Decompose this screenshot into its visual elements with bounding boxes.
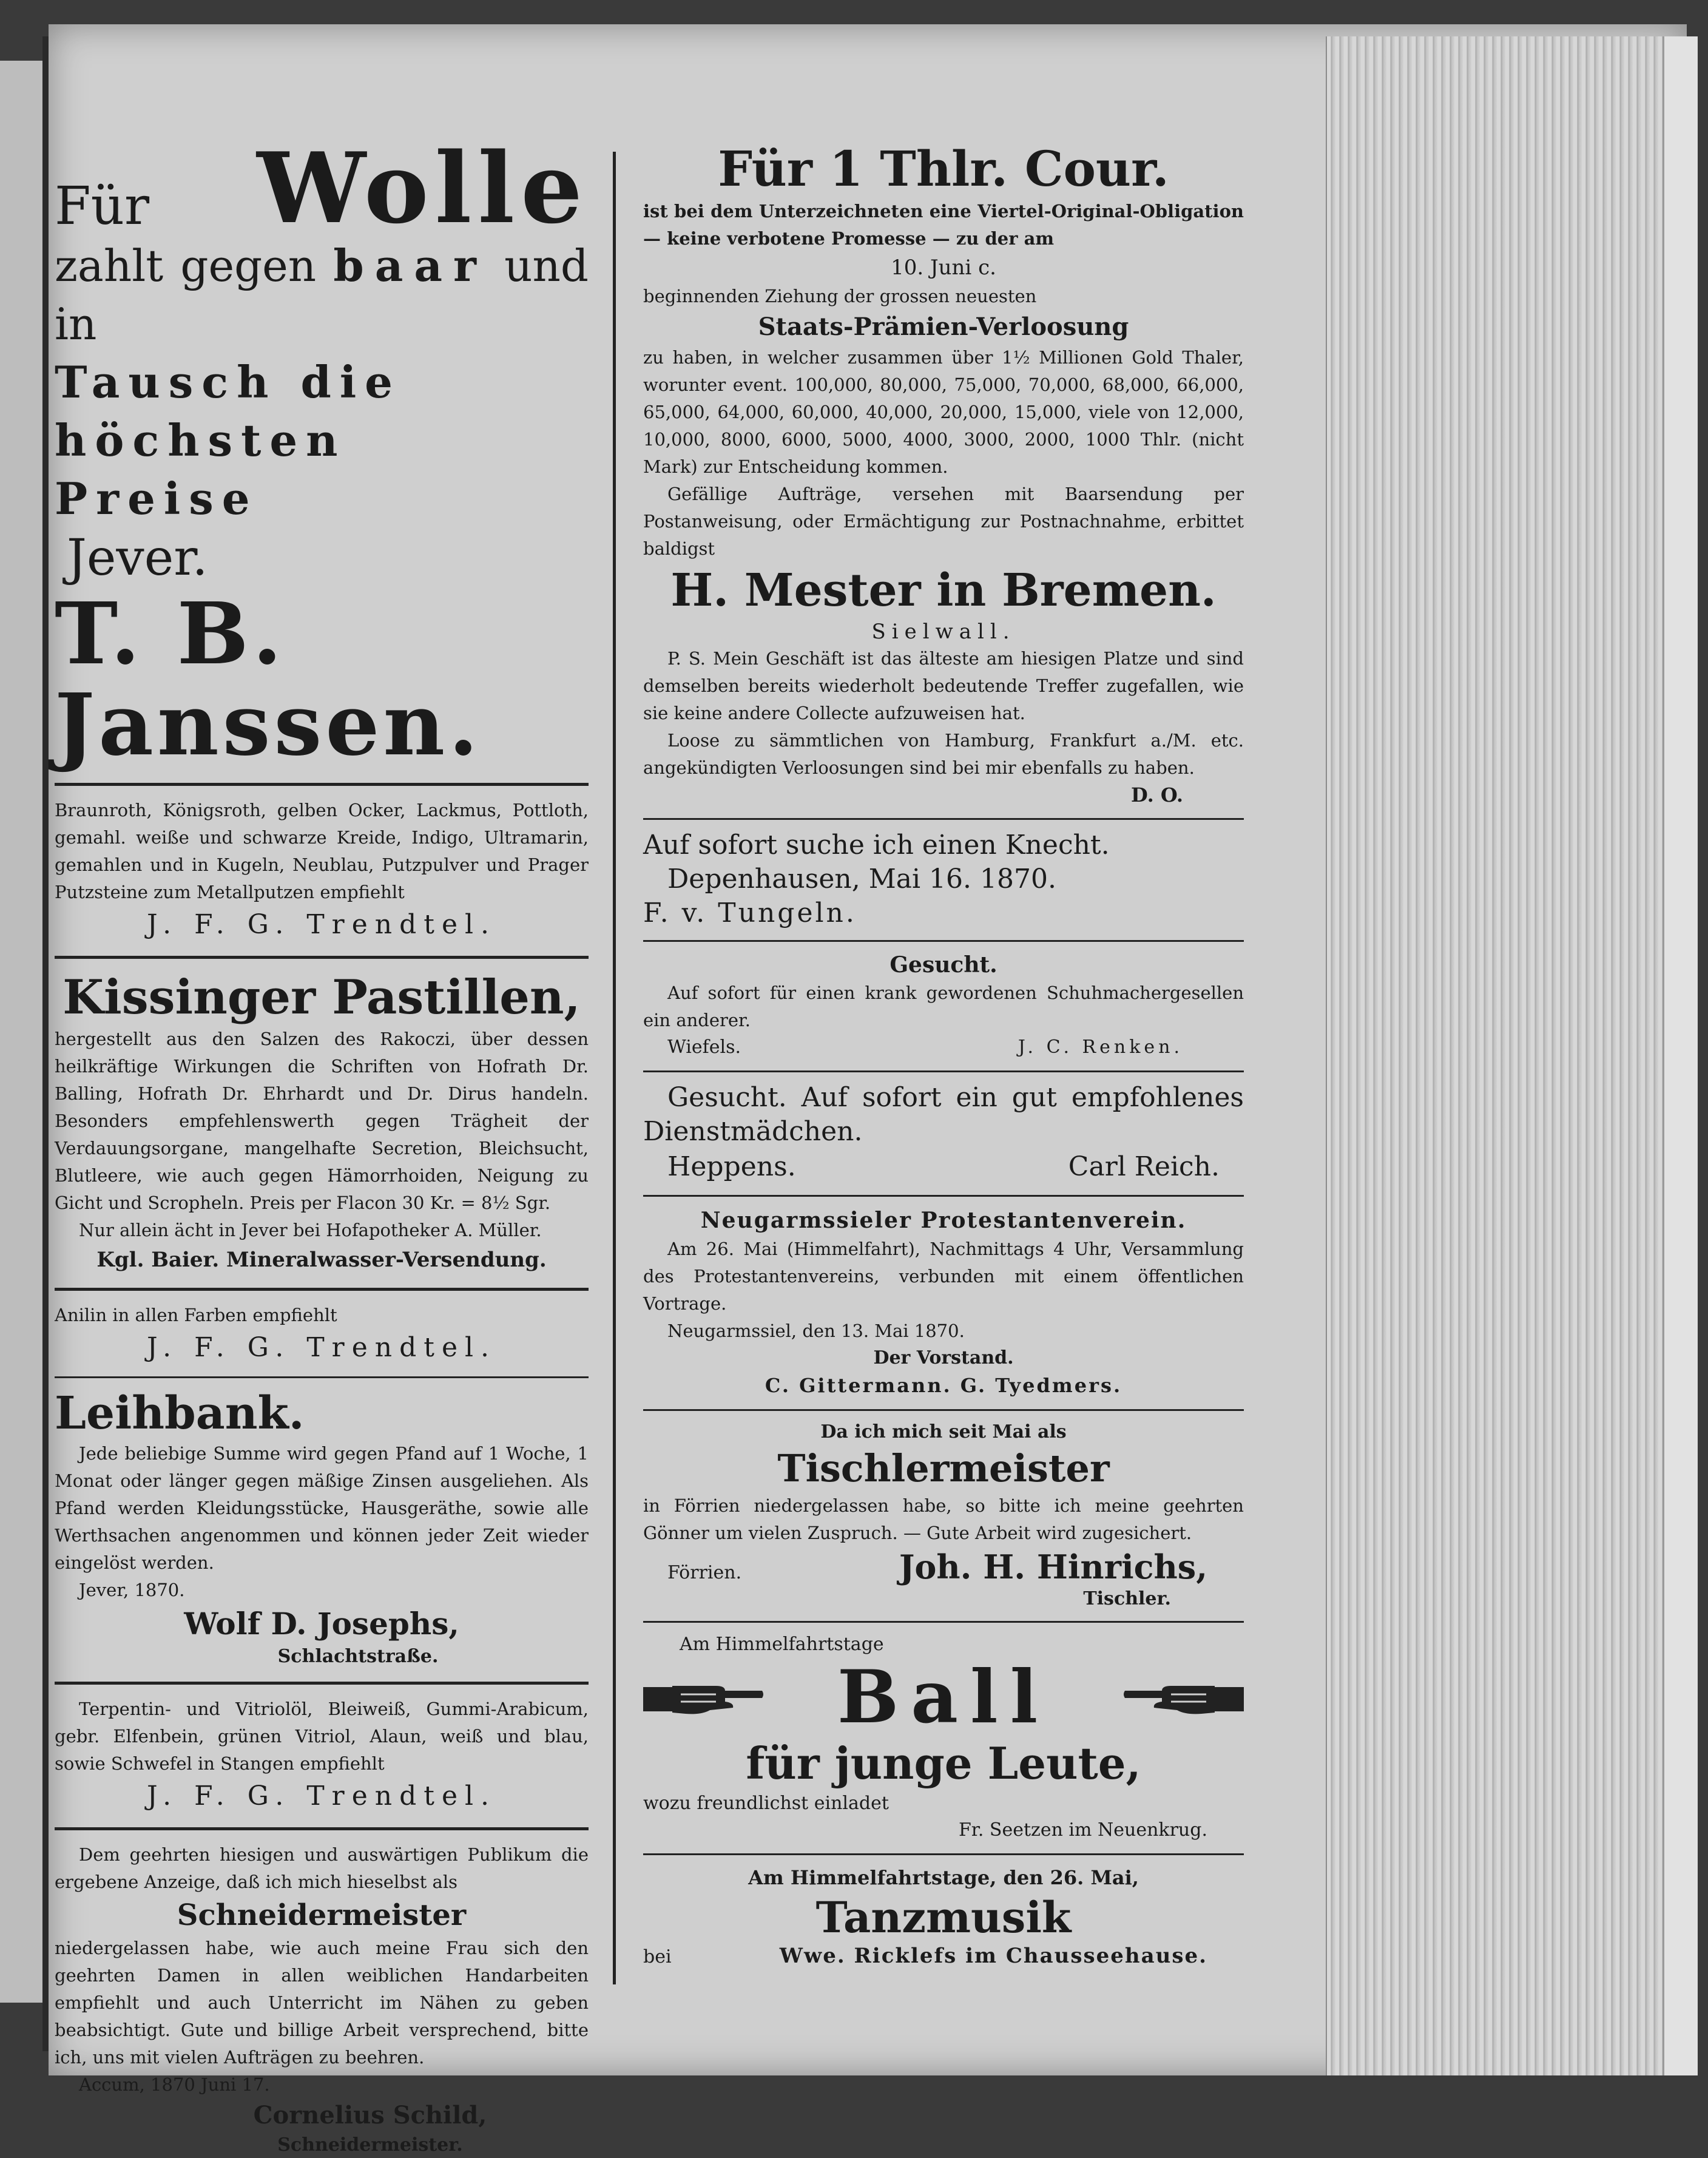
- verein-signature: C. Gittermann. G. Tyedmers.: [765, 1374, 1122, 1397]
- tanz-title: Tanzmusik: [815, 1892, 1072, 1943]
- reich-text: Gesucht. Auf sofort ein gut empfohlenes Dienstmädchen.: [643, 1082, 1244, 1147]
- mester-signature: D. O.: [1130, 783, 1183, 807]
- wolle-line4: Preise: [55, 473, 258, 524]
- schild-place: Accum, 1870 Juni 17.: [79, 2074, 270, 2095]
- hinrichs-name: Joh. H. Hinrichs,: [899, 1547, 1207, 1586]
- ball-title: Ball: [837, 1654, 1050, 1740]
- wolle-title: Wolle: [257, 131, 589, 245]
- ad-mester: [643, 140, 1244, 808]
- ad-trendtel-colors: [55, 797, 589, 944]
- ball-headline: [643, 1654, 1244, 1740]
- mester-date: 10. Juni c.: [891, 255, 996, 280]
- renken-signature: J. C. Renken.: [1018, 1037, 1183, 1058]
- divider: [55, 1376, 589, 1378]
- leihbank-text: Jede beliebige Summe wird gegen Pfand auf 1 Woche, 1 Monat oder länger gegen mäßige Zinsen ausgeliehen. Als Pfand werden Kleidungsstücke, Hausgeräthe, sowie alle Werthsachen angenommen und können jeder Zeit wieder eingelöst werden.: [55, 1443, 589, 1573]
- mester-title: Für 1 Thlr. Cour.: [718, 140, 1169, 197]
- kissinger-text2: Nur allein ächt in Jever bei Hofapotheker A. Müller.: [79, 1220, 542, 1240]
- leihbank-street: Schlachtstraße.: [277, 1646, 439, 1667]
- anilin-text: Anilin in allen Farben empfiehlt: [55, 1305, 337, 1325]
- ball-text: wozu freundlichst einladet: [643, 1793, 889, 1814]
- renken-footer: [643, 1034, 1244, 1061]
- verein-text: Am 26. Mai (Himmelfahrt), Nachmittags 4 Uhr, Versammlung des Protestantenvereins, verbunden mit einem öffentlichen Vortrage.: [643, 1239, 1244, 1314]
- tungeln-place: Depenhausen, Mai 16. 1870.: [667, 864, 1056, 895]
- divider: [55, 1288, 589, 1291]
- pointing-hand-right-icon: [643, 1670, 765, 1725]
- verein-place: Neugarmssiel, den 13. Mai 1870.: [667, 1321, 965, 1341]
- left-column: [55, 131, 589, 2158]
- ad-anilin: [55, 1302, 589, 1367]
- ad-renken: [643, 950, 1244, 1061]
- tanz-intro: Am Himmelfahrtstage, den 26. Mai,: [748, 1866, 1139, 1889]
- ad-tanzmusik: [643, 1864, 1244, 1968]
- verein-board: Der Vorstand.: [873, 1347, 1014, 1368]
- ad-schild: [55, 1841, 589, 2158]
- reich-footer: [643, 1149, 1244, 1185]
- divider: [643, 940, 1244, 942]
- verein-title: Neugarmssieler Protestantenverein.: [700, 1208, 1187, 1233]
- trendtel2-signature: J. F. G. Trendtel.: [146, 1781, 497, 1811]
- right-column: [643, 140, 1244, 1968]
- mester-name: H. Mester in Bremen.: [670, 564, 1217, 617]
- tanz-bei: bei: [643, 1946, 672, 1967]
- divider: [643, 1621, 1244, 1623]
- kissinger-text: hergestellt aus den Salzen des Rakoczi, über dessen heilkräftige Wirkungen die Schriften von Hofrath Dr. Balling, Hofrath Dr. Ehrhardt und Dr. Dirus handeln. Besonders empfehlenswerth gegen Trägheit der Verdauungsorgane, mangelhafte Secretion, Bleichsucht, Blutleere, wie auch gegen Hämorrhoiden, Neigung zu Gicht und Scropheln. Preis per Flacon 30 Kr. = 8½ Sgr.: [55, 1029, 589, 1213]
- hinrichs-title: Tischlermeister: [777, 1446, 1110, 1490]
- divider: [643, 818, 1244, 820]
- divider: [55, 1827, 589, 1830]
- ball-intro: Am Himmelfahrtstage: [680, 1634, 884, 1655]
- mester-street: Sielwall.: [871, 620, 1016, 644]
- adjacent-page-sliver: [0, 61, 42, 2003]
- wolle-headline: [55, 131, 589, 245]
- trendtel1-text: Braunroth, Königsroth, gelben Ocker, Lackmus, Pottloth, gemahl. weiße und schwarze Kreide, Indigo, Ultramarin, gemahlen und in Kugeln, Neublau, Putzpulver und Prager Putzsteine zum Metallputzen empfiehlt: [55, 800, 589, 902]
- wolle-line2: [55, 237, 589, 353]
- mester-lottery: Staats-Prämien-Verloosung: [758, 313, 1129, 341]
- wolle-place: Jever.: [67, 529, 208, 587]
- divider: [643, 1195, 1244, 1197]
- hinrichs-place: Förrien.: [667, 1562, 742, 1583]
- mester-text4: Gefällige Aufträge, versehen mit Baarsendung per Postanweisung, oder Ermächtigung zur Postnachnahme, erbittet baldigst: [643, 484, 1244, 559]
- trendtel1-signature: J. F. G. Trendtel.: [146, 909, 497, 940]
- renken-text: Auf sofort für einen krank gewordenen Schuhmachergesellen ein anderer.: [643, 983, 1244, 1030]
- hinrichs-footer: [643, 1547, 1244, 1587]
- renken-place: Wiefels.: [667, 1037, 741, 1058]
- ad-reich: [643, 1081, 1244, 1185]
- hinrichs-text: in Förrien niedergelassen habe, so bitte ich meine geehrten Gönner um vielen Zuspruch. — Gute Arbeit wird zugesichert.: [643, 1495, 1244, 1543]
- divider: [643, 1409, 1244, 1411]
- wolle-line2b: baar: [333, 240, 487, 291]
- ad-protestantenverein: [643, 1205, 1244, 1399]
- ball-subtitle: für junge Leute,: [746, 1737, 1141, 1789]
- renken-title: Gesucht.: [889, 952, 997, 978]
- leihbank-title: Leihbank.: [55, 1387, 305, 1439]
- divider: [55, 1682, 589, 1685]
- schild-name: Cornelius Schild,: [253, 2101, 487, 2129]
- ad-kissinger: [55, 970, 589, 1276]
- column-divider: [613, 152, 616, 1984]
- hinrichs-intro: Da ich mich seit Mai als: [820, 1421, 1067, 1443]
- ad-ball: [643, 1631, 1244, 1844]
- divider: [643, 1853, 1244, 1855]
- ad-wolle: [55, 131, 589, 775]
- schild-intro: Dem geehrten hiesigen und auswärtigen Publikum die ergebene Anzeige, daß ich mich hieselbst als: [55, 1844, 589, 1892]
- tanz-footer: [643, 1944, 1244, 1968]
- kissinger-signature: Kgl. Baier. Mineralwasser-Versendung.: [96, 1248, 547, 1272]
- anilin-signature: J. F. G. Trendtel.: [146, 1332, 497, 1363]
- page-stack-edges: [1326, 36, 1697, 2075]
- kissinger-title: Kissinger Pastillen,: [62, 970, 581, 1025]
- schild-text: niedergelassen habe, wie auch meine Frau sich den geehrten Damen in allen weiblichen Handarbeiten empfiehlt und auch Unterricht im Nähen zu geben beabsichtigt. Gute und billige Arbeit versprechend, bitte ich, uns mit vielen Aufträgen zu beehren.: [55, 1938, 589, 2068]
- mester-ps: P. S. Mein Geschäft ist das älteste am hiesigen Platze und sind demselben bereits wiederholt bedeutende Treffer zugefallen, wie sie keine andere Collecte aufzuweisen hat.: [643, 648, 1244, 723]
- leihbank-place: Jever, 1870.: [79, 1580, 185, 1600]
- reich-place: Heppens.: [667, 1151, 796, 1182]
- mester-text3: zu haben, in welcher zusammen über 1½ Millionen Gold Thaler, worunter event. 100,000, 80,000, 75,000, 70,000, 68,000, 66,000, 65,000, 64,000, 60,000, 40,000, 20,000, 15,000, viele von 12,000, 10,000, 8000, 6000, 5000, 4000, 3000, 2000, 1000 Thlr. (nicht Mark) zur Entscheidung kommen.: [643, 347, 1244, 477]
- schild-title: Schneidermeister: [177, 1898, 467, 1932]
- pointing-hand-left-icon: [1122, 1670, 1244, 1725]
- hinrichs-role: Tischler.: [1083, 1588, 1171, 1609]
- tanz-signature: Wwe. Ricklefs im Chausseehause.: [779, 1944, 1207, 1968]
- mester-text2: beginnenden Ziehung der grossen neuesten: [643, 286, 1037, 306]
- divider: [643, 1071, 1244, 1072]
- leihbank-name: Wolf D. Josephs,: [184, 1606, 459, 1642]
- book-fore-edge: [1662, 36, 1698, 2075]
- ad-leihbank: [55, 1387, 589, 1669]
- tungeln-text: Auf sofort suche ich einen Knecht.: [643, 830, 1110, 861]
- divider: [55, 956, 589, 959]
- ad-trendtel-chemicals: [55, 1696, 589, 1815]
- divider: [55, 783, 589, 786]
- wolle-line2c: und in: [55, 240, 589, 350]
- wolle-line3: Tausch die höchsten: [55, 356, 401, 466]
- wolle-name: T. B. Janssen.: [55, 584, 482, 775]
- ad-hinrichs: [643, 1419, 1244, 1611]
- schild-role: Schneidermeister.: [277, 2134, 463, 2156]
- ad-tungeln: [643, 828, 1244, 930]
- tungeln-signature: F. v. Tungeln.: [643, 898, 857, 928]
- ball-signature: Fr. Seetzen im Neuenkrug.: [958, 1819, 1207, 1841]
- reich-signature: Carl Reich.: [1068, 1151, 1220, 1182]
- mester-text1: ist bei dem Unterzeichneten eine Viertel-Original-Obligation — keine verbotene Promesse — zu der am: [643, 201, 1244, 249]
- wolle-fuer: Für: [55, 176, 150, 237]
- mester-loose: Loose zu sämmtlichen von Hamburg, Frankfurt a./M. etc. angekündigten Verloosungen sind bei mir ebenfalls zu haben.: [643, 730, 1244, 778]
- wolle-line2a: zahlt gegen: [55, 240, 317, 291]
- trendtel2-text: Terpentin- und Vitriolöl, Bleiweiß, Gummi-Arabicum, gebr. Elfenbein, grünen Vitriol, Alaun, weiß und blau, sowie Schwefel in Stangen empfiehlt: [55, 1699, 589, 1774]
